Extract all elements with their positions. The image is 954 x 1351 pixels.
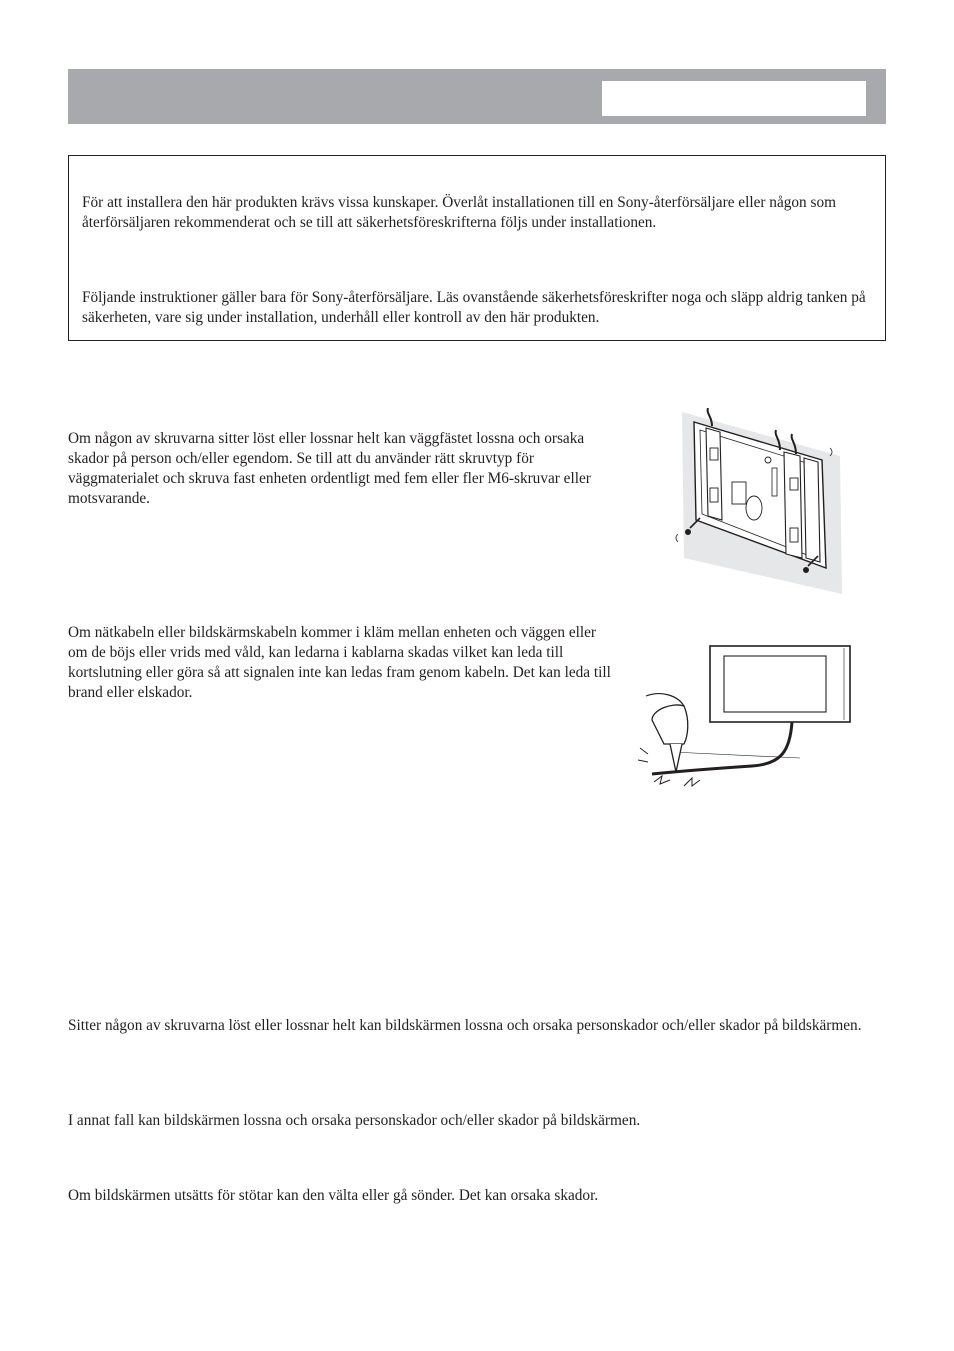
cables-warning-text: Om nätkabeln eller bildskärmskabeln kommer i kläm mellan enheten och väggen eller om de böjs eller vrids med våld, kan ledarna i kablarna skadas vilket kan leda till kortslutning eller göra så att signalen inte kan ledas fram genom kabeln. Det kan leda till brand eller elskador.	[68, 624, 611, 701]
header-label-box	[602, 81, 866, 116]
impact-warning-text: Om bildskärmen utsätts för stötar kan den välta eller gå sönder. Det kan orsaka skador.	[68, 1187, 599, 1204]
notice-installation-text: För att installera den här produkten krävs vissa kunskaper. Överlåt installationen till en Sony-återförsäljare eller någon som återförsäljaren rekommenderat och se till att säkerhetsföreskrifterna följs under installationen.	[82, 194, 837, 231]
notice-dealer-text: Följande instruktioner gäller bara för Sony-återförsäljare. Läs ovanstående säkerhetsföreskrifter noga och släpp aldrig tanken på säkerheten, vare sig under installation, underhåll eller kontroll av den här produkten.	[82, 289, 866, 326]
display-screws-warning-text: Sitter någon av skruvarna löst eller lossnar helt kan bildskärmen lossna och orsaka personskador och/eller skador på bildskärmen.	[68, 1017, 862, 1034]
screws-warning-text: Om någon av skruvarna sitter löst eller lossnar helt kan väggfästet lossna och orsaka skador på person och/eller egendom. Se till att du använder rätt skruvtyp för väggmaterialet och skruva fast enheten ordentligt med fem eller fler M6-skruvar eller motsvarande.	[68, 430, 591, 507]
wall-bracket-illustration	[672, 408, 844, 596]
pinched-cable-illustration	[632, 640, 854, 800]
otherwise-warning-text: I annat fall kan bildskärmen lossna och orsaka personskador och/eller skador på bildskärmen.	[68, 1112, 641, 1129]
